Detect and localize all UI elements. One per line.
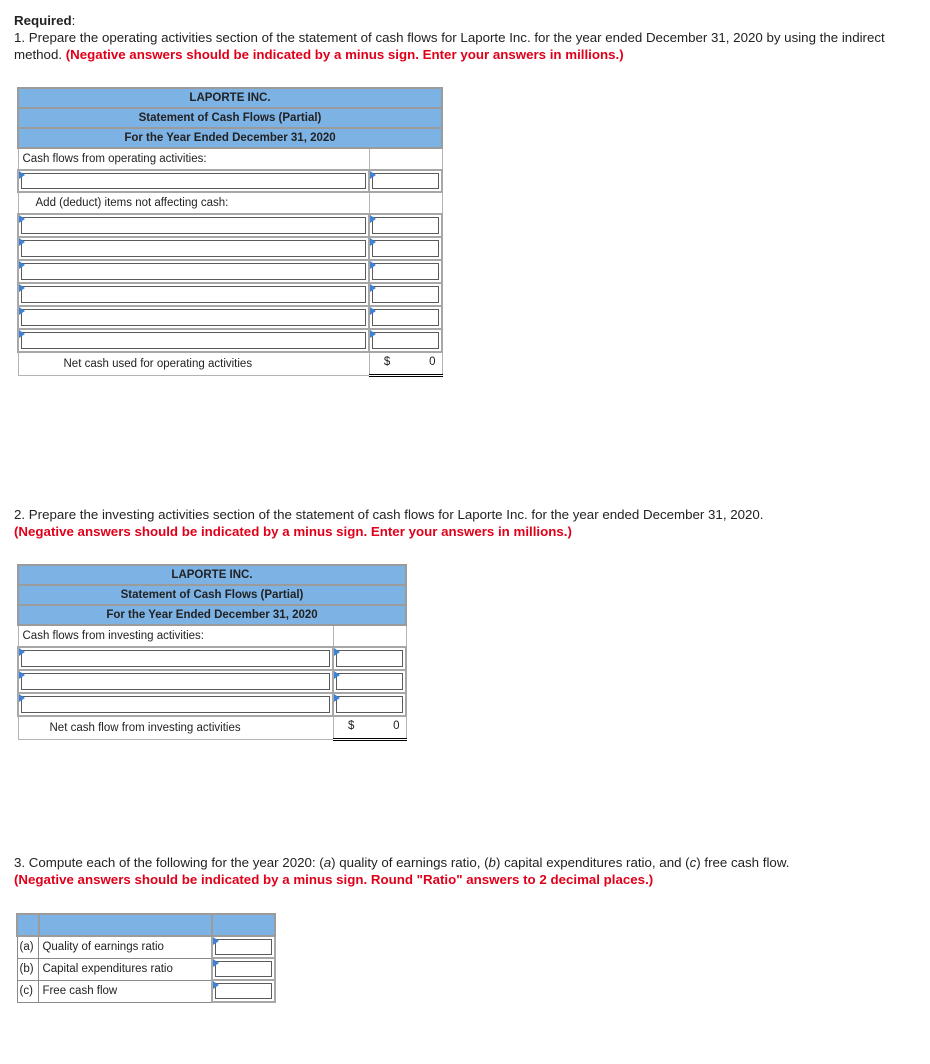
dropdown-marker-icon: [19, 648, 25, 656]
dropdown-marker-icon: [213, 959, 219, 967]
row-letter: (c): [17, 980, 39, 1002]
quality-of-earnings-input[interactable]: [212, 936, 275, 958]
adjustment-line-3-amount-input[interactable]: [369, 260, 442, 283]
blank-cell: [369, 148, 442, 170]
question-3-text-part: ) quality of earnings ratio, (: [331, 855, 489, 870]
adjustment-line-2-label-input[interactable]: [18, 237, 369, 260]
dropdown-marker-icon: [19, 215, 25, 223]
operating-activities-table: [17, 87, 443, 377]
statement-title: Statement of Cash Flows (Partial): [18, 585, 406, 605]
investing-total-label: Net cash flow from investing activities: [18, 716, 333, 739]
dropdown-marker-icon: [370, 238, 376, 246]
question-3-text: [14, 854, 914, 871]
adjustment-line-6-amount-input[interactable]: [369, 329, 442, 352]
dropdown-marker-icon: [370, 330, 376, 338]
ratio-header-cell: [212, 914, 275, 936]
adjustments-label: Add (deduct) items not affecting cash:: [18, 192, 369, 214]
dropdown-marker-icon: [19, 261, 25, 269]
company-name: LAPORTE INC.: [18, 88, 442, 108]
question-3-text-part: 3. Compute each of the following for the year 2020: (: [14, 855, 324, 870]
question-1-text: 1. Prepare the operating activities section of the statement of cash flows for Laporte Inc. for the year ended December 31, 2020 by using the indirect method.: [14, 30, 885, 62]
blank-cell: [333, 625, 406, 647]
question-3: [14, 854, 914, 888]
free-cash-flow-label: Free cash flow: [39, 980, 212, 1002]
dropdown-marker-icon: [19, 284, 25, 292]
dropdown-marker-icon: [213, 937, 219, 945]
free-cash-flow-input[interactable]: [212, 980, 275, 1002]
question-3-text-part: ) free cash flow.: [696, 855, 790, 870]
dropdown-marker-icon: [213, 981, 219, 989]
dropdown-marker-icon: [370, 284, 376, 292]
currency-symbol: $: [347, 720, 355, 732]
dropdown-marker-icon: [334, 694, 340, 702]
question-3-letter-b: b: [488, 855, 496, 870]
investing-line-1-label-input[interactable]: [18, 647, 333, 670]
dropdown-marker-icon: [370, 215, 376, 223]
operating-total-cell: [369, 352, 442, 375]
adjustment-line-6-label-input[interactable]: [18, 329, 369, 352]
adjustment-line-1-amount-input[interactable]: [369, 214, 442, 237]
dropdown-marker-icon: [334, 648, 340, 656]
company-name: LAPORTE INC.: [18, 565, 406, 585]
adjustment-line-5-amount-input[interactable]: [369, 306, 442, 329]
ratio-header-cell: [39, 914, 212, 936]
operating-section-label: Cash flows from operating activities:: [18, 148, 369, 170]
statement-period: For the Year Ended December 31, 2020: [18, 605, 406, 625]
row-letter: (b): [17, 958, 39, 980]
statement-title: Statement of Cash Flows (Partial): [18, 108, 442, 128]
dropdown-marker-icon: [19, 171, 25, 179]
adjustment-line-1-label-input[interactable]: [18, 214, 369, 237]
dropdown-marker-icon: [334, 671, 340, 679]
adjustment-line-4-label-input[interactable]: [18, 283, 369, 306]
investing-line-3-amount-input[interactable]: [333, 693, 406, 716]
dropdown-marker-icon: [19, 238, 25, 246]
investing-total-value: 0: [393, 720, 400, 732]
capital-expenditures-input[interactable]: [212, 958, 275, 980]
dropdown-marker-icon: [19, 330, 25, 338]
currency-symbol: $: [383, 356, 391, 368]
question-2-note: (Negative answers should be indicated by a minus sign. Enter your answers in millions.): [14, 524, 572, 539]
dropdown-marker-icon: [370, 307, 376, 315]
question-3-text-part: ) capital expenditures ratio, and (: [495, 855, 690, 870]
adjustment-line-4-amount-input[interactable]: [369, 283, 442, 306]
ratio-table: [16, 913, 276, 1003]
capital-expenditures-label: Capital expenditures ratio: [39, 958, 212, 980]
investing-activities-table: [17, 564, 407, 741]
quality-of-earnings-label: Quality of earnings ratio: [39, 936, 212, 958]
ratio-header-cell: [17, 914, 39, 936]
investing-section-label: Cash flows from investing activities:: [18, 625, 333, 647]
investing-line-1-amount-input[interactable]: [333, 647, 406, 670]
investing-total-cell: [333, 716, 406, 739]
operating-line-1-label-input[interactable]: [18, 170, 369, 192]
required-colon: :: [71, 13, 76, 28]
dropdown-marker-icon: [19, 694, 25, 702]
investing-line-3-label-input[interactable]: [18, 693, 333, 716]
dropdown-marker-icon: [19, 671, 25, 679]
investing-line-2-amount-input[interactable]: [333, 670, 406, 693]
adjustment-line-5-label-input[interactable]: [18, 306, 369, 329]
question-3-letter-c: c: [689, 855, 697, 870]
dropdown-marker-icon: [370, 171, 376, 179]
question-2-text: 2. Prepare the investing activities section of the statement of cash flows for Laporte Inc. for the year ended December 31, 2020.: [14, 507, 764, 522]
investing-line-2-label-input[interactable]: [18, 670, 333, 693]
adjustment-line-2-amount-input[interactable]: [369, 237, 442, 260]
operating-line-1-amount-input[interactable]: [369, 170, 442, 192]
dropdown-marker-icon: [370, 261, 376, 269]
operating-total-label: Net cash used for operating activities: [18, 352, 369, 375]
dropdown-marker-icon: [19, 307, 25, 315]
statement-period: For the Year Ended December 31, 2020: [18, 128, 442, 148]
adjustment-line-3-label-input[interactable]: [18, 260, 369, 283]
operating-total-value: 0: [429, 356, 436, 368]
question-1: [14, 12, 914, 63]
question-1-note: (Negative answers should be indicated by a minus sign. Enter your answers in millions.): [65, 47, 624, 62]
question-3-letter-a: a: [323, 855, 332, 870]
question-3-note: (Negative answers should be indicated by a minus sign. Round "Ratio" answers to 2 decimal places.): [14, 872, 654, 887]
row-letter: (a): [17, 936, 39, 958]
required-heading: Required: [14, 13, 72, 28]
question-2: [14, 506, 914, 540]
blank-cell: [369, 192, 442, 214]
